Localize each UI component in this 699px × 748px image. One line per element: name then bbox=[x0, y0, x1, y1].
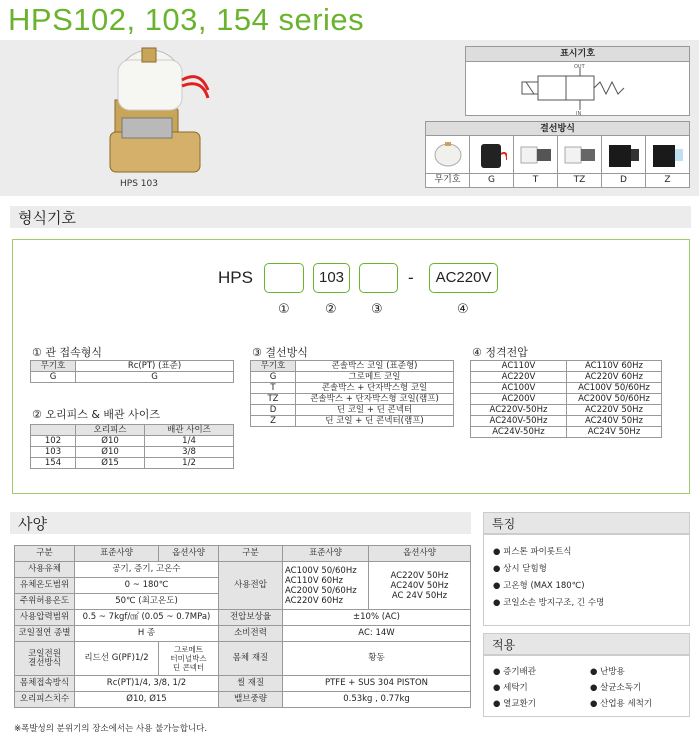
table-cell: 옵션사양 bbox=[369, 546, 471, 562]
circle-4: ④ bbox=[457, 302, 469, 317]
table-cell: 옵션사양 bbox=[159, 546, 219, 562]
table-cell: AC100V 50/60Hz bbox=[567, 383, 662, 394]
table-cell: 공기, 증기, 고온수 bbox=[75, 562, 219, 578]
table-cell: 오리피스 bbox=[76, 425, 145, 436]
app-item: ● 열교환기 bbox=[493, 699, 536, 709]
table-cell: 주위허용온도 bbox=[15, 594, 75, 610]
table-cell: Ø10, Ø15 bbox=[75, 692, 219, 708]
coil-din-lamp-icon bbox=[646, 136, 689, 173]
table-cell: 50℃ (최고온도) bbox=[75, 594, 219, 610]
table-cell bbox=[31, 425, 76, 436]
table-cell: AC110V 60Hz bbox=[567, 361, 662, 372]
feature-item: ● 코일소손 방지구조, 긴 수명 bbox=[493, 598, 605, 608]
model-slot-2: 103 bbox=[313, 263, 350, 293]
coil-terminal-icon bbox=[514, 136, 558, 173]
table-cell: AC100V 50/60Hz AC110V 60Hz AC200V 50/60Hz AC220V 60Hz bbox=[283, 562, 369, 610]
table-cell: 몸체접속방식 bbox=[15, 676, 75, 692]
table-cell: 황동 bbox=[283, 642, 471, 676]
model-slot-3 bbox=[359, 263, 398, 293]
valve-symbol-icon bbox=[466, 62, 689, 115]
table-cell: 전압보상율 bbox=[219, 610, 283, 626]
table-cell: 유체온도범위 bbox=[15, 578, 75, 594]
valve-product-image bbox=[100, 40, 210, 180]
conn-title: ① 관 접속형식 bbox=[32, 346, 102, 359]
table-cell: 0 ~ 180℃ bbox=[75, 578, 219, 594]
table-cell: 사용압력범위 bbox=[15, 610, 75, 626]
table-cell: 무기호 bbox=[31, 361, 76, 372]
table-cell: 밸브중량 bbox=[219, 692, 283, 708]
table-cell: AC240V-50Hz bbox=[471, 416, 567, 427]
wire-title: ③ 결선방식 bbox=[252, 346, 308, 359]
table-cell: G bbox=[251, 372, 296, 383]
symbol-out-label: OUT bbox=[574, 64, 585, 70]
table-cell: Ø15 bbox=[76, 458, 145, 469]
apps-bar bbox=[483, 633, 690, 655]
footnote: ※폭발성의 분위기의 장소에서는 사용 불가능합니다. bbox=[14, 724, 208, 734]
table-cell: 무기호 bbox=[251, 361, 296, 372]
spec-table bbox=[14, 545, 471, 708]
conn-table bbox=[30, 360, 234, 383]
table-cell: PTFE + SUS 304 PISTON bbox=[283, 676, 471, 692]
table-cell: AC100V bbox=[471, 383, 567, 394]
table-cell: H 종 bbox=[75, 626, 219, 642]
table-cell: 그로메트 코일 bbox=[296, 372, 454, 383]
table-cell: 구분 bbox=[15, 546, 75, 562]
features-title: 특징 bbox=[492, 517, 516, 531]
table-cell: 씰 재질 bbox=[219, 676, 283, 692]
app-item: ● 산업용 세척기 bbox=[590, 699, 653, 709]
symbol-diagram bbox=[465, 46, 690, 116]
apps-title: 적용 bbox=[492, 638, 516, 652]
app-item: ● 난방용 bbox=[590, 667, 625, 677]
wiring-label: TZ bbox=[558, 174, 602, 187]
table-cell: 딘 코일 + 딘 콘넥터 bbox=[296, 405, 454, 416]
app-item: ● 살균소독기 bbox=[590, 683, 642, 693]
wiring-types-panel bbox=[425, 121, 690, 188]
orifice-table bbox=[30, 424, 234, 469]
table-cell: AC24V 50Hz bbox=[567, 427, 662, 438]
table-cell: G bbox=[31, 372, 76, 383]
model-slot-1 bbox=[264, 263, 304, 293]
table-cell: 사용유체 bbox=[15, 562, 75, 578]
table-cell: AC220V-50Hz bbox=[471, 405, 567, 416]
table-cell: 154 bbox=[31, 458, 76, 469]
feature-item: ● 피스톤 파이롯트식 bbox=[493, 547, 572, 557]
product-caption: HPS 103 bbox=[120, 179, 158, 189]
feature-item: ● 고온형 (MAX 180℃) bbox=[493, 581, 585, 591]
wiring-labels bbox=[426, 174, 689, 187]
wiring-images bbox=[426, 136, 689, 174]
wiring-label: Z bbox=[664, 175, 671, 185]
table-cell: AC200V bbox=[471, 394, 567, 405]
table-cell: 0.53kg , 0.77kg bbox=[283, 692, 471, 708]
voltage-title: ④ 정격전압 bbox=[472, 346, 528, 359]
table-cell: D bbox=[251, 405, 296, 416]
circle-1: ① bbox=[278, 302, 290, 317]
orifice-title: ② 오리피스 & 배관 사이즈 bbox=[32, 408, 161, 421]
model-section-bar bbox=[10, 206, 691, 228]
spec-section-title: 사양 bbox=[18, 515, 47, 533]
table-cell: G bbox=[76, 372, 234, 383]
model-prefix: HPS bbox=[218, 268, 253, 287]
model-dash: - bbox=[408, 268, 414, 287]
table-cell: 코일절연 종별 bbox=[15, 626, 75, 642]
app-item: ● 증기배관 bbox=[493, 667, 536, 677]
coil-din-icon bbox=[602, 136, 646, 173]
table-cell: AC200V 50/60Hz bbox=[567, 394, 662, 405]
table-cell: 0.5 ~ 7kgf/㎠ (0.05 ~ 0.7MPa) bbox=[75, 610, 219, 626]
table-cell: Rc(PT)1/4, 3/8, 1/2 bbox=[75, 676, 219, 692]
table-cell: AC24V-50Hz bbox=[471, 427, 567, 438]
table-cell: Ø10 bbox=[76, 436, 145, 447]
table-cell: AC220V 50Hz bbox=[567, 405, 662, 416]
table-cell: AC110V bbox=[471, 361, 567, 372]
table-cell: AC220V 50Hz AC240V 50Hz AC 24V 50Hz bbox=[369, 562, 471, 610]
table-cell: 콘솔박스 코일 (표준형) bbox=[296, 361, 454, 372]
features-bar bbox=[483, 512, 690, 534]
symbol-in-label: IN bbox=[576, 111, 582, 115]
table-cell: 3/8 bbox=[145, 447, 234, 458]
table-cell: 소비전력 bbox=[219, 626, 283, 642]
wiring-label: T bbox=[514, 174, 558, 187]
spec-section-bar bbox=[10, 512, 471, 534]
model-section-title: 형식기호 bbox=[18, 209, 76, 227]
table-cell: 콘솔박스 + 단자박스형 코일(램프) bbox=[296, 394, 454, 405]
table-cell: 표준사양 bbox=[283, 546, 369, 562]
table-cell: 102 bbox=[31, 436, 76, 447]
table-cell: 리드선 G(PF)1/2 bbox=[75, 642, 159, 676]
table-cell: Z bbox=[251, 416, 296, 427]
table-cell: AC240V 50Hz bbox=[567, 416, 662, 427]
coil-grommet-icon bbox=[470, 136, 514, 173]
hero-panel bbox=[0, 40, 699, 196]
table-cell: AC: 14W bbox=[283, 626, 471, 642]
model-slot-4: AC220V bbox=[429, 263, 498, 293]
coil-terminal-lamp-icon bbox=[558, 136, 602, 173]
table-cell: Rc(PT) (표준) bbox=[76, 361, 234, 372]
table-cell: 103 bbox=[31, 447, 76, 458]
table-cell: AC220V bbox=[471, 372, 567, 383]
wiring-label: 무기호 bbox=[426, 174, 470, 187]
table-cell: 1/2 bbox=[145, 458, 234, 469]
voltage-table bbox=[470, 360, 662, 438]
app-item: ● 세탁기 bbox=[493, 683, 528, 693]
feature-item: ● 상시 닫힘형 bbox=[493, 564, 547, 574]
circle-2: ② bbox=[325, 302, 337, 317]
table-cell: 코일전원 결선방식 bbox=[15, 642, 75, 676]
table-cell: 배관 사이즈 bbox=[145, 425, 234, 436]
table-cell: 딘 코일 + 딘 콘넥터(램프) bbox=[296, 416, 454, 427]
table-cell: 사용전압 bbox=[219, 562, 283, 610]
wiring-label: D bbox=[602, 174, 646, 187]
wiring-label: G bbox=[470, 174, 514, 187]
table-cell: 그로메트 터미널박스 딘 콘넥터 bbox=[159, 642, 219, 676]
wiring-title: 결선방식 bbox=[426, 122, 689, 136]
table-cell: Ø10 bbox=[76, 447, 145, 458]
wire-table bbox=[250, 360, 454, 427]
symbol-title: 표시기호 bbox=[466, 47, 689, 62]
table-cell: 오리피스치수 bbox=[15, 692, 75, 708]
table-cell: 몸체 재질 bbox=[219, 642, 283, 676]
table-cell: T bbox=[251, 383, 296, 394]
table-cell: AC220V 60Hz bbox=[567, 372, 662, 383]
table-cell: TZ bbox=[251, 394, 296, 405]
page-title: HPS102, 103, 154 series bbox=[8, 2, 365, 37]
table-cell: 표준사양 bbox=[75, 546, 159, 562]
table-cell: 1/4 bbox=[145, 436, 234, 447]
table-cell: ±10% (AC) bbox=[283, 610, 471, 626]
table-cell: 콘솔박스 + 단자박스형 코일 bbox=[296, 383, 454, 394]
coil-standard-icon bbox=[426, 136, 470, 173]
table-cell: 구분 bbox=[219, 546, 283, 562]
circle-3: ③ bbox=[371, 302, 383, 317]
